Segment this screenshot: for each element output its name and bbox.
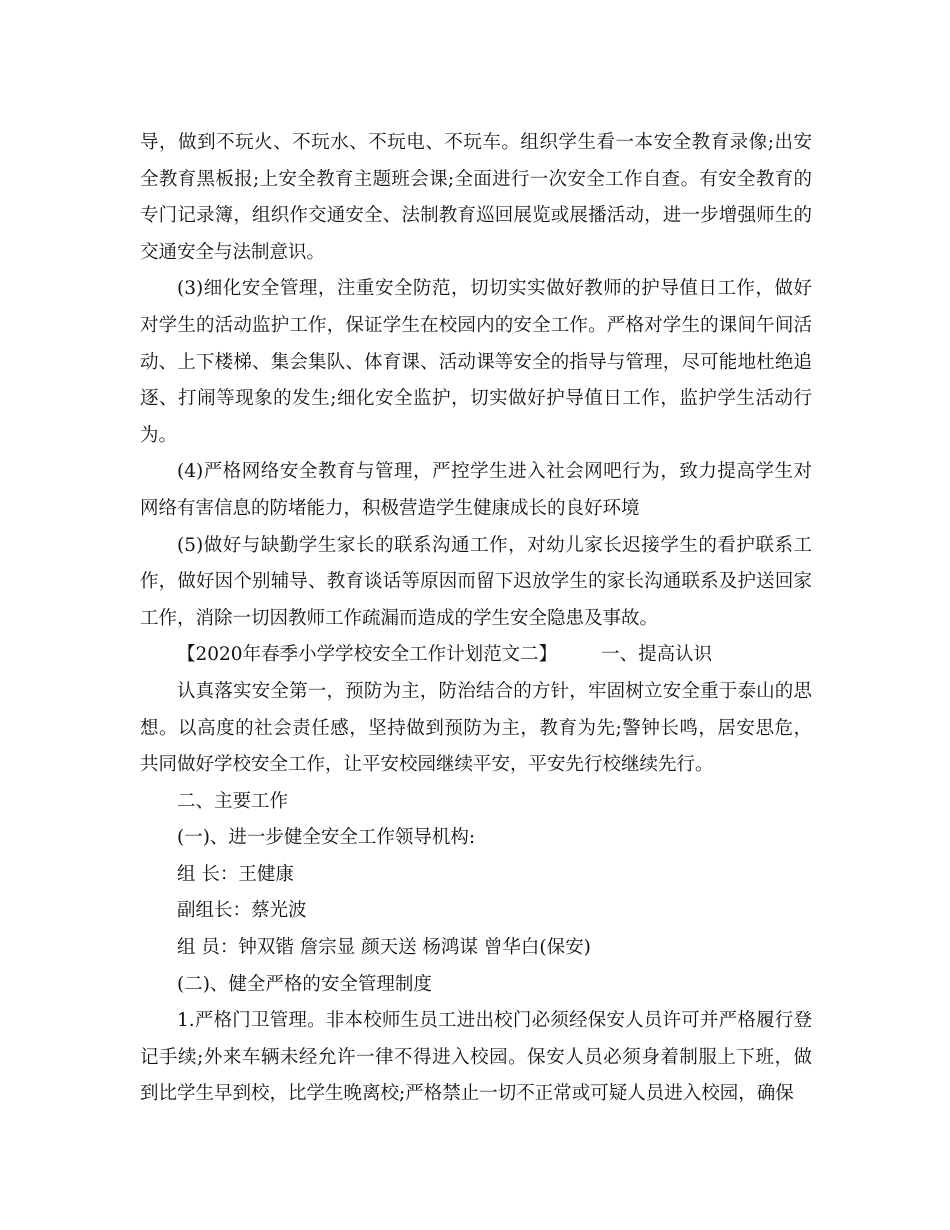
- leader-line: 组 长：王健康: [177, 863, 294, 885]
- heading-main-work: 二、主要工作: [177, 790, 289, 812]
- paragraph-parent-contact: (5)做好与缺勤学生家长的联系沟通工作，对幼儿家长迟接学生的看护联系工作，做好因个别辅导、教育谈话等原因而留下迟放学生的家长沟通联系及护送回家工作，消除一切因教师工作疏漏而造成的学生安全隐患及事故。: [140, 534, 812, 629]
- document-page: [140, 125, 812, 1113]
- paragraph-safety-education: 导，做到不玩火、不玩水、不玩电、不玩车。组织学生看一本安全教育录像;出安全教育黑板报;上安全教育主题班会课;全面进行一次安全工作自查。有安全教育的专门记录簿，组织作交通安全、法制教育巡回展览或展播活动，进一步增强师生的交通安全与法制意识。: [140, 132, 812, 263]
- section-title: 【2020年春季小学学校安全工作计划范文二】: [177, 644, 558, 666]
- heading-leadership: (一)、进一步健全安全工作领导机构:: [177, 827, 476, 849]
- section-heading-line: [140, 637, 812, 674]
- deputy-leader-line: 副组长：蔡光波: [177, 900, 307, 922]
- heading-management-rules: (二)、健全严格的安全管理制度: [177, 973, 432, 995]
- paragraph-network-safety: (4)严格网络安全教育与管理，严控学生进入社会网吧行为，致力提高学生对网络有害信息的防堵能力，积极营造学生健康成长的良好环境: [140, 461, 812, 519]
- members-line: 组 员：钟双锴 詹宗显 颜天送 杨鸿谋 曾华白(保安): [177, 937, 591, 959]
- paragraph-safety-management: (3)细化安全管理，注重安全防范，切切实实做好教师的护导值日工作，做好对学生的活动监护工作，保证学生在校园内的安全工作。严格对学生的课间午间活动、上下楼梯、集会集队、体育课、活动课等安全的指导与管理，尽可能地杜绝追逐、打闹等现象的发生;细化安全监护，切实做好护导值日工作，监护学生活动行为。: [140, 278, 812, 446]
- paragraph-gate-management: 1.严格门卫管理。非本校师生员工进出校门必须经保安人员许可并严格履行登记手续;外来车辆未经允许一律不得进入校园。保安人员必须身着制服上下班，做到比学生早到校，比学生晚离校;严格禁止一切不正常或可疑人员进入校园，确保: [140, 1010, 812, 1105]
- paragraph-awareness: 认真落实安全第一，预防为主，防治结合的方针，牢固树立安全重于泰山的思想。以高度的社会责任感，坚持做到预防为主，教育为先;警钟长鸣，居安思危，共同做好学校安全工作，让平安校园继续平安，平安先行校继续先行。: [140, 680, 812, 776]
- section-subtitle: 一、提高认识: [601, 644, 713, 666]
